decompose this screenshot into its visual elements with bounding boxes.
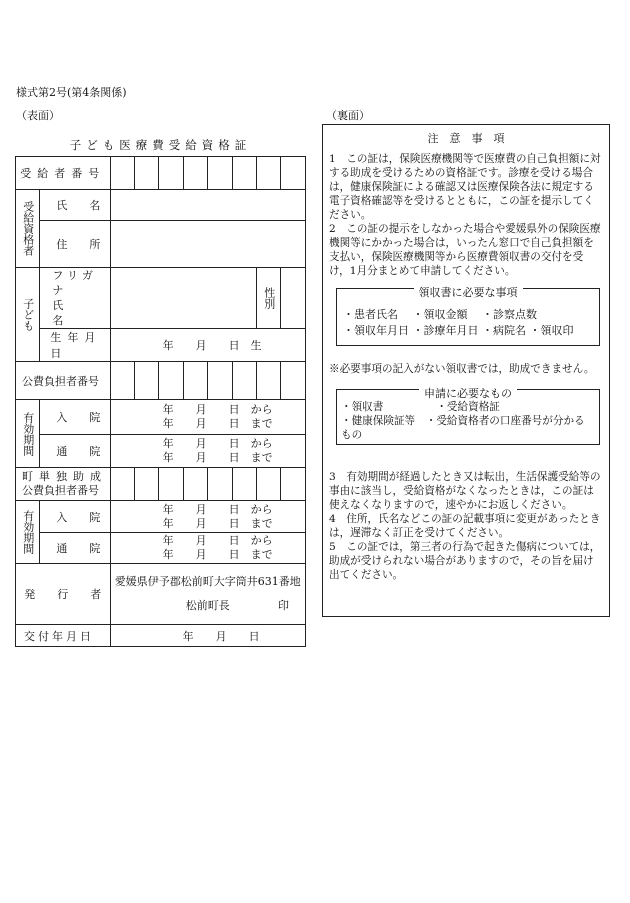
validity-label: 有効期間 xyxy=(21,411,35,456)
child-name-field[interactable] xyxy=(110,268,256,329)
note-2: 2 この証の提示をしなかった場合や愛媛県外の保険医療機関等にかかった場合は，いったん窓口で自己負担額を支払い，保険医療機関等から医療費領収書の交付を受け，1月分まとめて申請してください。 xyxy=(329,223,601,277)
back-card xyxy=(322,124,610,617)
payer-digit[interactable] xyxy=(208,362,232,400)
payer-digit[interactable] xyxy=(183,362,207,400)
inpatient-to[interactable]: 年 月 日 まで xyxy=(162,417,273,430)
gender-label: 性別 xyxy=(262,287,276,309)
issuer-mayor: 松前町長 xyxy=(185,599,230,612)
town-payer-digit[interactable] xyxy=(135,468,159,501)
validity-label-2: 有効期間 xyxy=(21,510,35,554)
inpatient-label-2: 入 院 xyxy=(40,501,110,533)
inpatient-label: 入 院 xyxy=(40,400,110,435)
payer-digit[interactable] xyxy=(257,362,281,400)
issuer-address: 愛媛県伊予郡松前町大字筒井631番地 xyxy=(114,575,301,588)
town-payer-digit[interactable] xyxy=(208,468,232,501)
payer-digit[interactable] xyxy=(281,362,306,400)
payer-digit[interactable] xyxy=(110,362,134,400)
public-payer-label: 公費負担者番号 xyxy=(16,362,111,400)
payer-digit[interactable] xyxy=(159,362,183,400)
recipient-number-digit[interactable] xyxy=(281,157,306,190)
issue-date-label: 交付年月日 xyxy=(16,625,111,647)
issuer-label: 発 行 者 xyxy=(16,564,111,625)
town-payer-label-1: 町単独助成 xyxy=(22,470,107,483)
recipient-number-label: 受給者番号 xyxy=(16,157,111,190)
outpatient-label: 通 院 xyxy=(40,435,110,468)
issue-date-value[interactable]: 年 月 日 xyxy=(110,625,305,647)
child-label: 子ども xyxy=(21,298,35,331)
note-3: 3 有効期間が経過したとき又は転出，生活保護受給等の事由に該当し，受給資格がなくなったときは，この証は使えなくなりますので，速やかにお返しください。 xyxy=(329,471,601,511)
town-outpatient-from[interactable]: 年 月 日 から xyxy=(162,534,273,547)
town-inpatient-from[interactable]: 年 月 日 から xyxy=(162,502,273,516)
qualified-name-field[interactable] xyxy=(110,190,305,221)
qualified-address-field[interactable] xyxy=(110,221,305,268)
form-number: 様式第2号(第4条関係) xyxy=(16,86,127,99)
card-title: 子ども医療費受給資格証 xyxy=(69,138,252,152)
apply-box-title: 申請に必要なもの xyxy=(419,387,517,400)
payer-digit[interactable] xyxy=(232,362,256,400)
receipt-items-1: ・患者氏名 ・領収金額 ・診察点数 xyxy=(343,308,537,321)
town-inpatient-to[interactable]: 年 月 日 まで xyxy=(162,516,273,530)
outpatient-to[interactable]: 年 月 日 まで xyxy=(162,451,273,464)
warning-note: ※必要事項の記入がない領収書では，助成できません。 xyxy=(329,363,595,375)
address-label: 住 所 xyxy=(40,221,110,268)
name-label: 氏 名 xyxy=(40,190,110,221)
note-1: 1 この証は，保険医療機関等で医療費の自己負担額に対する助成を受けるための資格証です。診療を受ける場合は，健康保険証による確認又は医療保険各法に規定する電子資格確認等を受けるとともに，この証を提示してください。 xyxy=(329,153,601,221)
front-side-label: （表面） xyxy=(16,109,60,122)
application-requirements-box xyxy=(336,389,600,445)
town-payer-digit[interactable] xyxy=(110,468,134,501)
notes-title: 注 意 事 項 xyxy=(427,132,505,145)
inpatient-from[interactable]: 年 月 日 から xyxy=(162,403,273,416)
receipt-items-2: ・領収年月日 ・診療年月日 ・病院名 ・領収印 xyxy=(343,324,574,337)
outpatient-from[interactable]: 年 月 日 から xyxy=(162,437,273,450)
town-payer-digit[interactable] xyxy=(257,468,281,501)
front-card-table xyxy=(15,156,306,647)
town-outpatient-to[interactable]: 年 月 日 まで xyxy=(162,548,273,561)
town-payer-digit[interactable] xyxy=(159,468,183,501)
birth-date-label: 生年月日 xyxy=(40,329,110,362)
receipt-box-title: 領収書に必要な事項 xyxy=(414,286,523,299)
town-payer-digit[interactable] xyxy=(281,468,306,501)
recipient-number-digit[interactable] xyxy=(110,157,134,190)
receipt-requirements-box xyxy=(336,288,600,346)
recipient-number-digit[interactable] xyxy=(183,157,207,190)
town-payer-label-2: 公費負担者番号 xyxy=(22,484,99,497)
town-payer-digit[interactable] xyxy=(183,468,207,501)
recipient-number-digit[interactable] xyxy=(257,157,281,190)
furigana-label: フリガナ xyxy=(52,269,97,297)
qualified-person-label: 受給資格者 xyxy=(21,201,35,256)
birth-date-value[interactable]: 年 月 日 生 xyxy=(110,329,305,362)
recipient-number-digit[interactable] xyxy=(232,157,256,190)
issuer-seal: 印 xyxy=(278,599,289,612)
recipient-number-digit[interactable] xyxy=(208,157,232,190)
recipient-number-digit[interactable] xyxy=(159,157,183,190)
town-payer-digit[interactable] xyxy=(232,468,256,501)
payer-digit[interactable] xyxy=(135,362,159,400)
back-side-label: （裏面） xyxy=(326,109,370,122)
gender-field[interactable] xyxy=(281,268,306,329)
recipient-number-digit[interactable] xyxy=(135,157,159,190)
note-5: 5 この証では，第三者の行為で起きた傷病については，助成が受けられない場合がありますので，その旨を届け出てください。 xyxy=(329,541,601,581)
apply-items-1: ・領収書 ・受給資格証 xyxy=(341,401,500,413)
child-name-label: 氏 名 xyxy=(52,299,98,327)
note-4: 4 住所，氏名などこの証の記載事項に変更があったときは，遅滞なく訂正を受けてください。 xyxy=(329,513,601,539)
outpatient-label-2: 通 院 xyxy=(40,533,110,564)
apply-items-2: ・健康保険証等 ・受給資格者の口座番号が分かるもの xyxy=(341,415,585,441)
